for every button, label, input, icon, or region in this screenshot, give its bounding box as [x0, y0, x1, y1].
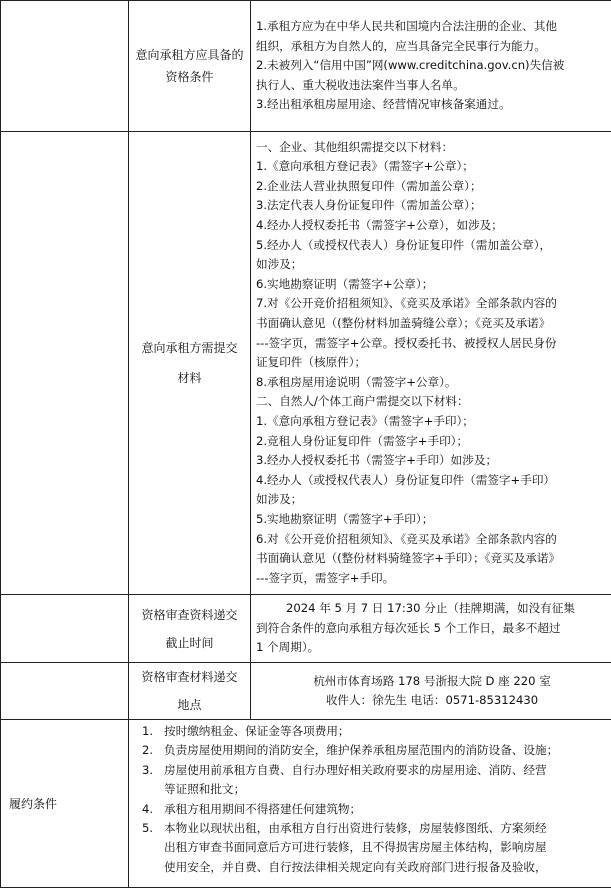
materials-line: 3.经办人授权委托书（需签字+手印）如涉及；: [256, 453, 498, 468]
item-text: 按时缴纳租金、保证金等各项费用；: [164, 724, 350, 738]
address-label-line: 地点: [177, 698, 202, 712]
materials-row: [1, 132, 611, 595]
address-row: [1, 663, 611, 720]
address-label-line: 资格审查材料递交: [141, 670, 238, 684]
performance-content: [129, 720, 611, 888]
address-line: 杭州市体育场路 178 号浙报大院 D 座 220 室: [313, 673, 551, 688]
materials-line: 一、企业、其他组织需提交以下材料：: [256, 139, 454, 154]
deadline-label-line: 截止时间: [165, 635, 214, 650]
performance-label-text: 履约条件: [9, 796, 58, 811]
item-text-continued: 出租方审查书面同意后方可进行装修，且不得损害房屋主体结构，影响房屋: [164, 840, 547, 855]
item-number: 1.: [142, 724, 154, 738]
item-text: 本物业以现状出租，由承租方自行出资进行装修，房屋装修图纸、方案须经: [164, 821, 547, 836]
materials-line: 二、自然人/个体工商户需提交以下材料：: [256, 394, 469, 409]
empty-cell: [1, 132, 129, 595]
deadline-content: [251, 595, 611, 663]
qualification-content: [251, 1, 611, 132]
materials-line: 如涉及；: [256, 492, 303, 507]
qualification-label: [129, 1, 251, 132]
materials-line: 6.实地勘察证明（需签字+公章）；: [256, 276, 434, 291]
qualification-line: 执行人、重大税收违法案件当事人名单。: [256, 77, 465, 92]
item-text: 房屋使用前承租方自费、自行办理好相关政府要求的房屋用途、消防、经营: [164, 762, 547, 777]
deadline-line: 1 个周期）。: [256, 640, 320, 655]
materials-line: ---签字页，需签字+手印。: [256, 570, 395, 585]
address-content: [251, 663, 611, 720]
performance-item: [134, 761, 608, 780]
empty-cell: [1, 1, 129, 132]
qualification-line: 3.经出租承租房屋用途、经营情况审核备案通过。: [256, 97, 511, 112]
materials-line: 如涉及；: [256, 257, 303, 272]
performance-item: [134, 819, 608, 838]
materials-label-line: 意向承租方需提交: [141, 341, 238, 355]
materials-line: 1.《意向承租方登记表》（需签字+手印）；: [256, 413, 474, 428]
item-number: 2.: [142, 743, 154, 758]
deadline-line: 2024 年 5 月 7 日 17:30 分止（挂牌期满，如没有征集: [286, 601, 575, 616]
materials-line: ---签字页，需签字+公章。授权委托书、被授权人居民身份: [256, 335, 557, 350]
materials-line: 8.承租房屋用途说明（需签字+公章）。: [256, 374, 457, 389]
materials-line: 1.《意向承租方登记表》（需签字+公章）；: [256, 159, 474, 174]
item-text-continued: 使用安全，并自费、自行按法律相关规定向有关政府部门进行报备及验收，: [164, 859, 547, 874]
qualification-row: [1, 1, 611, 132]
materials-line: 4.经办人（或授权代表人）身份证复印件（需签字+手印）: [256, 472, 556, 487]
performance-item: [134, 741, 608, 760]
deadline-row: [1, 595, 611, 663]
address-label: [129, 663, 251, 720]
qualification-line: 1.承租方应为在中华人民共和国境内合法注册的企业、其他: [256, 19, 557, 34]
materials-line: 7.对《公开竞价招租须知》、《竞买及承诺》全部条款内容的: [256, 296, 557, 311]
performance-item: [134, 800, 608, 819]
item-text: 负责房屋使用期间的消防安全，维护保养承租房屋范围内的消防设备、设施；: [164, 743, 559, 758]
materials-label: [129, 132, 251, 595]
materials-line: 2.竞租人身份证复印件（需签字+手印）；: [256, 433, 469, 448]
performance-item: [134, 722, 608, 741]
item-text: 承租方租用期间不得搭建任何建筑物；: [164, 801, 362, 816]
materials-line: 3.法定代表人身份证复印件（需加盖公章）；: [256, 198, 482, 213]
qualification-label-text: 意向承租方应具备的资格条件: [135, 48, 244, 84]
empty-cell: [1, 595, 129, 663]
materials-line: 书面确认意见（(整份材料骑缝签字+手印）；《竞买及承诺》: [256, 551, 561, 566]
qualification-line: 2.未被列入“信用中国”网(www.creditchina.gov.cn)失信被: [256, 58, 565, 73]
materials-line: 5.经办人（或授权代表人）身份证复印件（需加盖公章），: [256, 237, 552, 252]
contact-line: 收件人：徐先生 电话：0571-85312430: [325, 693, 539, 707]
materials-line: 证复印件（核原件）；: [256, 355, 367, 370]
performance-label: [1, 720, 129, 888]
item-number: 3.: [142, 762, 154, 777]
materials-label-line: 材料: [177, 371, 202, 385]
deadline-line: 到符合条件的意向承租方每次延长 5 个工作日，最多不超过: [256, 620, 561, 635]
item-number: 5.: [142, 821, 154, 836]
empty-cell: [1, 663, 129, 720]
materials-line: 书面确认意见（(整份材料加盖骑缝公章）；《竞买及承诺》: [256, 316, 551, 331]
materials-line: 4.经办人授权委托书（需签字+公章），如涉及；: [256, 218, 503, 233]
qualification-line: 组织，承租方为自然人的，应当具备完全民事行为能力。: [256, 38, 546, 53]
deadline-label-line: 资格审查资料递交: [141, 607, 238, 622]
materials-line: 6.对《公开竞价招租须知》、《竞买及承诺》全部条款内容的: [256, 531, 557, 546]
deadline-label: [129, 595, 251, 663]
performance-row: [1, 720, 611, 888]
materials-line: 2.企业法人营业执照复印件（需加盖公章）；: [256, 178, 482, 193]
materials-content: [251, 132, 611, 595]
item-number: 4.: [142, 801, 154, 816]
materials-line: 5.实地勘察证明（需签字+手印）；: [256, 511, 434, 526]
item-text-continued: 等证照和批文；: [164, 782, 246, 797]
